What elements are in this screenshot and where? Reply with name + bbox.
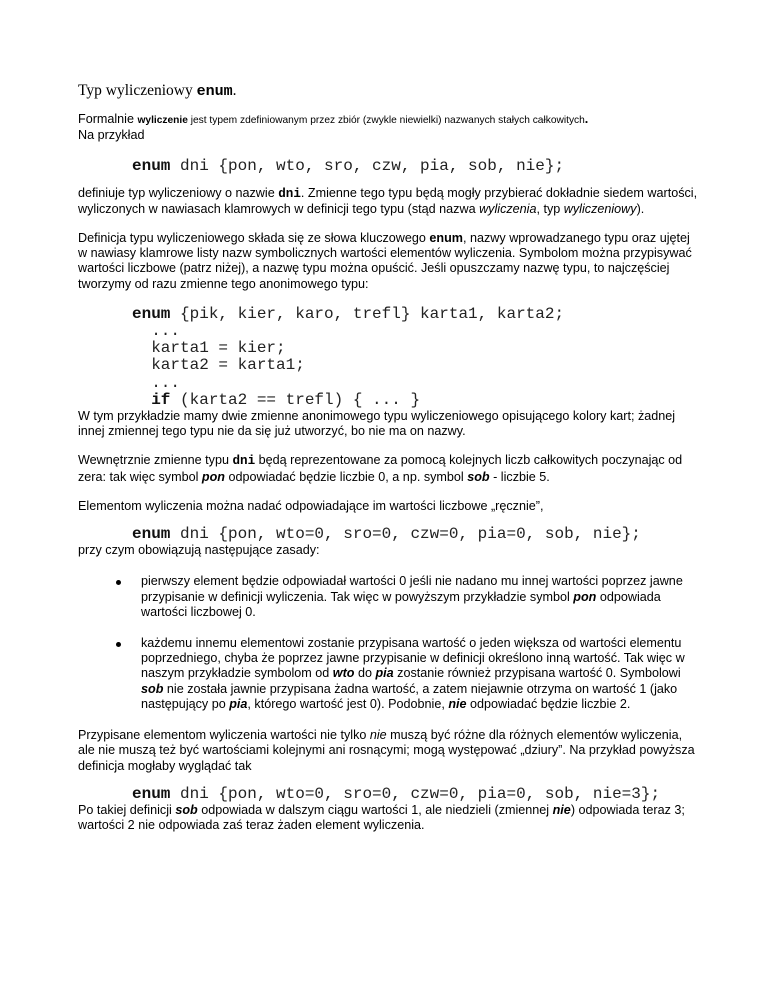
italic-term: pia	[375, 666, 394, 681]
code-example-1	[132, 158, 698, 175]
italic-term: nie	[369, 728, 387, 743]
italic-term: sob	[467, 469, 490, 484]
code-line	[132, 158, 698, 175]
bullet-icon	[116, 642, 121, 647]
code-line	[132, 526, 698, 543]
text: Przypisane elementom wyliczenia wartości nie tylko	[78, 728, 370, 743]
code-text: ...	[132, 322, 181, 341]
inline-code: dni	[278, 186, 301, 201]
text: Po takiej definicji	[78, 802, 176, 817]
text: jest typem zdefiniowanym przez zbiór (zwykle niewielki) nazwanych stałych całkowitych	[187, 115, 585, 126]
paragraph-internal	[78, 453, 698, 484]
italic-term: pon	[573, 589, 597, 604]
italic-term: pia	[229, 696, 248, 711]
text: definiuje typ wyliczeniowy o nazwie	[78, 185, 279, 200]
text: do	[354, 666, 376, 681]
list-item	[78, 574, 698, 620]
text: pierwszy element będzie odpowiadał wartości 0 jeśli nie nadano mu innej wartości poprzez jawne przypisanie w definicji wyliczenia. Tak więc w powyższym przykładzie symbol	[141, 574, 683, 604]
code-text: (karta2 == trefl) { ... }	[170, 390, 421, 409]
text: Na przykład	[78, 128, 145, 143]
keyword: enum	[132, 157, 171, 176]
text: , typ	[536, 201, 564, 216]
text: zostanie również przypisana wartość 0. Symbolowi	[393, 666, 681, 681]
document-page	[78, 82, 698, 833]
text: odpowiadać będzie liczbie 0, a np. symbol	[224, 469, 468, 484]
code-text: {pik, kier, karo, trefl} karta1, karta2;	[170, 304, 565, 323]
rules-list	[78, 574, 698, 712]
text: muszą być różne dla różnych elementów wyliczenia, ale nie muszą też być wartościami kolejnymi ani rosnącymi; mogą występować „dziury”. Na przykład powyższa definicja mogłaby wyglądać tak	[78, 728, 695, 773]
italic-term: wyliczeniowy	[563, 201, 637, 216]
text: , nazwy wprowadzanego typu oraz ujętej w nawiasy klamrowe listy nazw symbolicznych wartości elementów wyliczenia. Symbolom można przypisywać wartości liczbowe (patrz niżej), a nazwę typu można opuścić. Jeśli opuszczamy nazwę typu, to najczęściej tworzymy od razu zmienne tego anonimowego typu:	[78, 231, 692, 291]
code-text: dni {pon, wto=0, sro=0, czw=0, pia=0, sob, nie=3};	[170, 784, 661, 803]
italic-term: wto	[332, 666, 355, 681]
text: odpowiadać będzie liczbie 2.	[466, 696, 631, 711]
keyword: if	[151, 390, 171, 409]
title-code: enum	[196, 83, 233, 100]
paragraph-rules: przy czym obowiązują następujące zasady:	[78, 543, 320, 558]
bold-term: wyliczenie	[137, 115, 188, 126]
paragraph-manual: Elementom wyliczenia można nadać odpowiadające im wartości liczbowe „ręcznie”,	[78, 498, 544, 513]
keyword: enum	[132, 525, 171, 544]
code-text: dni {pon, wto=0, sro=0, czw=0, pia=0, sob, nie};	[170, 525, 641, 544]
bold-term: enum	[429, 231, 463, 246]
code-line	[132, 786, 698, 803]
code-text: dni {pon, wto, sro, czw, pia, sob, nie};	[170, 157, 565, 176]
text: Definicja typu wyliczeniowego składa się ze słowa kluczowego	[78, 231, 430, 246]
paragraph-holes	[78, 728, 698, 774]
text: ).	[636, 201, 645, 216]
italic-term: sob	[141, 681, 164, 696]
paragraph-final	[78, 803, 698, 833]
code-listing	[132, 306, 698, 409]
list-item	[78, 636, 698, 712]
text: nie została jawnie przypisana żadna wartość, a zatem niejawnie otrzyma on wartość 1 (jako następujący po	[141, 681, 678, 711]
inline-code: dni	[232, 454, 256, 469]
document-title	[78, 82, 698, 100]
text: .	[584, 112, 589, 126]
code-example-3	[132, 526, 698, 543]
keyword: enum	[132, 784, 171, 803]
italic-term: nie	[552, 802, 571, 817]
code-text: karta1 = kier;	[132, 339, 286, 358]
paragraph-intro	[78, 112, 698, 143]
text: każdemu innemu elementowi zostanie przypisana wartość o jeden większa od wartości elementu poprzedniego, chyba że poprzez jawne przypisanie w definicji określono inną wartość. Tak więc w naszym przykładzie symbolom od	[141, 636, 685, 681]
text: ) odpowiada teraz 3; wartości 2 nie odpowiada zaś teraz żaden element wyliczenia.	[78, 802, 685, 833]
code-example-4	[132, 786, 698, 803]
keyword: enum	[132, 304, 171, 323]
italic-term: nie	[448, 696, 467, 711]
paragraph-syntax	[78, 231, 698, 292]
code-text: karta2 = karta1;	[132, 356, 305, 375]
text: Wewnętrznie zmienne typu	[78, 453, 233, 468]
text: Formalnie	[78, 112, 138, 126]
text: - liczbie 5.	[489, 469, 550, 484]
italic-term: pon	[201, 469, 225, 484]
text: będą reprezentowane za pomocą kolejnych liczb całkowitych poczynając od zera: tak więc symbol	[78, 453, 683, 484]
text: odpowiada wartości liczbowej 0.	[141, 589, 661, 619]
paragraph-anonymous: W tym przykładzie mamy dwie zmienne anonimowego typu wyliczeniowego opisującego kolory kart; żadnej innej zmiennej tego typu nie da się już utworzyć, bo nie ma on nazwy.	[78, 409, 676, 439]
paragraph-definition	[78, 186, 698, 217]
text: , którego wartość jest 0). Podobnie,	[247, 696, 449, 711]
text: odpowiada w dalszym ciągu wartości 1, ale niedzieli (zmiennej	[197, 802, 553, 817]
code-example-2	[132, 306, 698, 409]
text: . Zmienne tego typu będą mogły przybierać dokładnie siedem wartości, wyliczonych w nawiasach klamrowych w definicji tego typu (stąd nazwa	[78, 185, 698, 216]
italic-term: wyliczenia	[479, 201, 537, 216]
bullet-icon	[116, 580, 121, 585]
code-text: ...	[132, 373, 181, 392]
title-suffix: .	[232, 82, 237, 99]
title-text: Typ wyliczeniowy	[78, 82, 197, 99]
italic-term: sob	[175, 802, 198, 817]
